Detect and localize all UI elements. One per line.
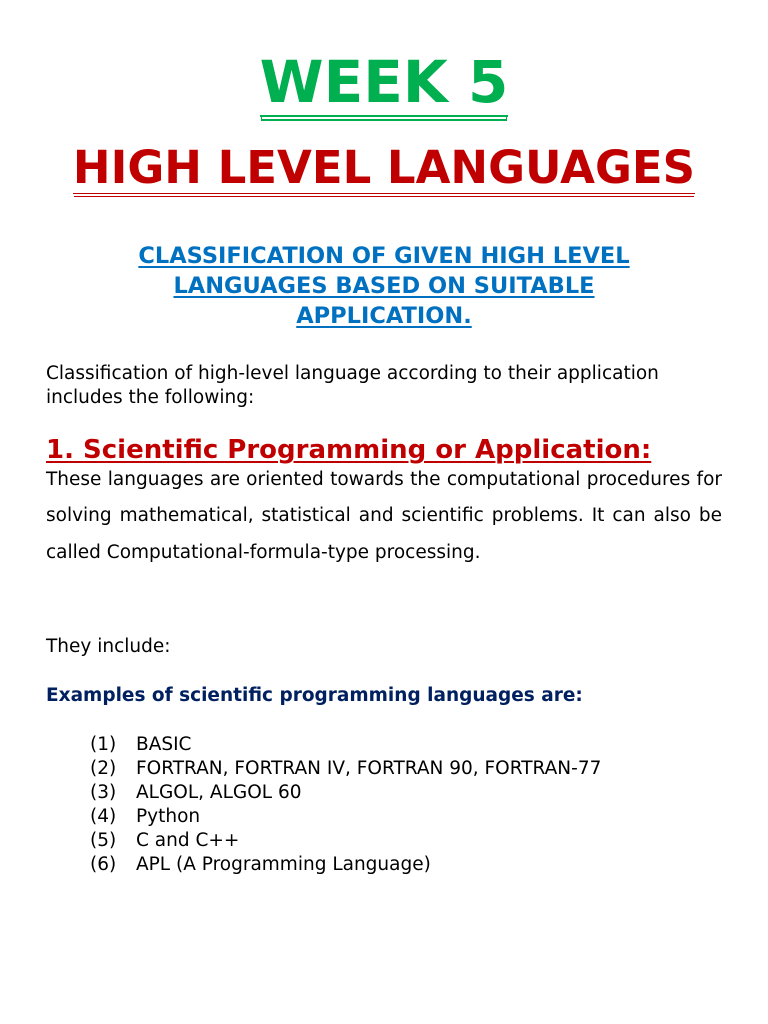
list-item-text: APL (A Programming Language) <box>136 854 431 875</box>
section-title: Scientific Programming or Application: <box>83 435 652 465</box>
classification-subheading: CLASSIFICATION OF GIVEN HIGH LEVEL LANGUAGES BASED ON SUITABLE APPLICATION. <box>138 243 630 329</box>
list-item-marker: (1) <box>90 734 117 755</box>
list-item-marker: (3) <box>90 782 117 803</box>
list-item <box>90 853 601 877</box>
list-item-marker: (2) <box>90 758 117 779</box>
intro-paragraph: Classification of high-level language according to their application includes the following: <box>46 363 659 408</box>
list-item <box>90 781 601 805</box>
week-title-text: WEEK 5 <box>259 48 509 116</box>
they-include-text: They include: <box>46 636 171 657</box>
list-item-text: C and C++ <box>136 830 240 851</box>
list-item <box>90 829 601 853</box>
list-item-text: Python <box>136 806 201 827</box>
examples-heading: Examples of scientific programming languages are: <box>46 685 583 706</box>
main-title <box>0 140 768 196</box>
list-item <box>90 757 601 781</box>
language-list <box>90 733 601 877</box>
list-item-marker: (5) <box>90 830 117 851</box>
main-title-text: HIGH LEVEL LANGUAGES <box>72 141 696 194</box>
list-item-marker: (6) <box>90 854 117 875</box>
week-title <box>0 46 768 118</box>
list-item <box>90 733 601 757</box>
section-number: 1. <box>46 435 74 465</box>
list-item-text: FORTRAN, FORTRAN IV, FORTRAN 90, FORTRAN-77 <box>136 758 602 779</box>
list-item <box>90 805 601 829</box>
section-body-paragraph: These languages are oriented towards the computational procedures for solving mathematical, statistical and scientific problems. It can also be called Computational-formula-type processing. <box>46 469 722 563</box>
list-item-text: ALGOL, ALGOL 60 <box>136 782 302 803</box>
list-item-text: BASIC <box>136 734 192 755</box>
list-item-marker: (4) <box>90 806 117 827</box>
